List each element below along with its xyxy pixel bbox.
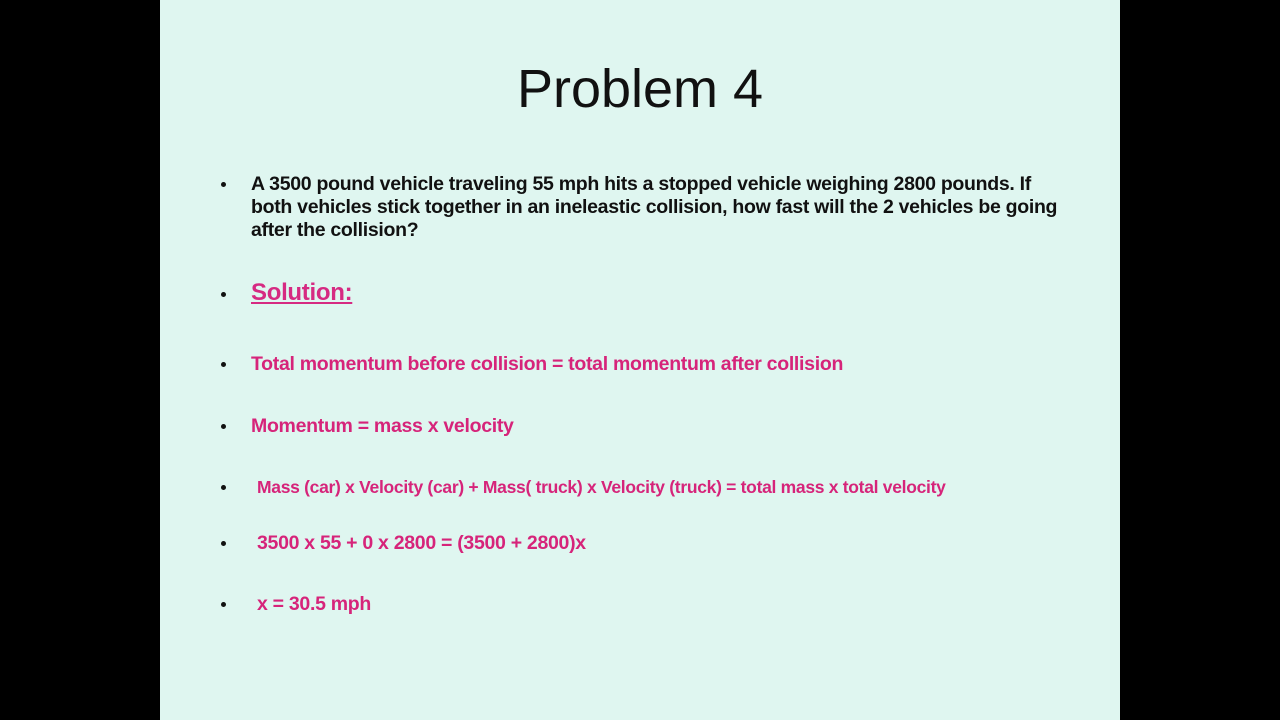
bullet-icon — [216, 287, 230, 301]
bullet-icon — [216, 536, 230, 550]
bullet-icon — [216, 597, 230, 611]
solution-step: 3500 x 55 + 0 x 2800 = (3500 + 2800)x — [257, 532, 586, 554]
bullet-icon — [216, 357, 230, 371]
solution-step: Total momentum before collision = total momentum after collision — [251, 353, 844, 375]
solution-answer: x = 30.5 mph — [257, 593, 371, 615]
bullet-icon — [216, 177, 230, 191]
solution-heading: Solution: — [251, 279, 353, 306]
solution-step: Mass (car) x Velocity (car) + Mass( truck) x Velocity (truck) = total mass x total velocity — [257, 477, 946, 497]
solution-step: Momentum = mass x velocity — [251, 415, 514, 437]
problem-question: A 3500 pound vehicle traveling 55 mph hits a stopped vehicle weighing 2800 pounds. If both vehicles stick together in an ineleastic collision, how fast will the 2 vehicles be going after the collision? — [251, 173, 1058, 241]
bullet-icon — [216, 419, 230, 433]
slide-title: Problem 4 — [516, 59, 764, 119]
bullet-icon — [216, 480, 230, 494]
slide — [160, 0, 1120, 720]
